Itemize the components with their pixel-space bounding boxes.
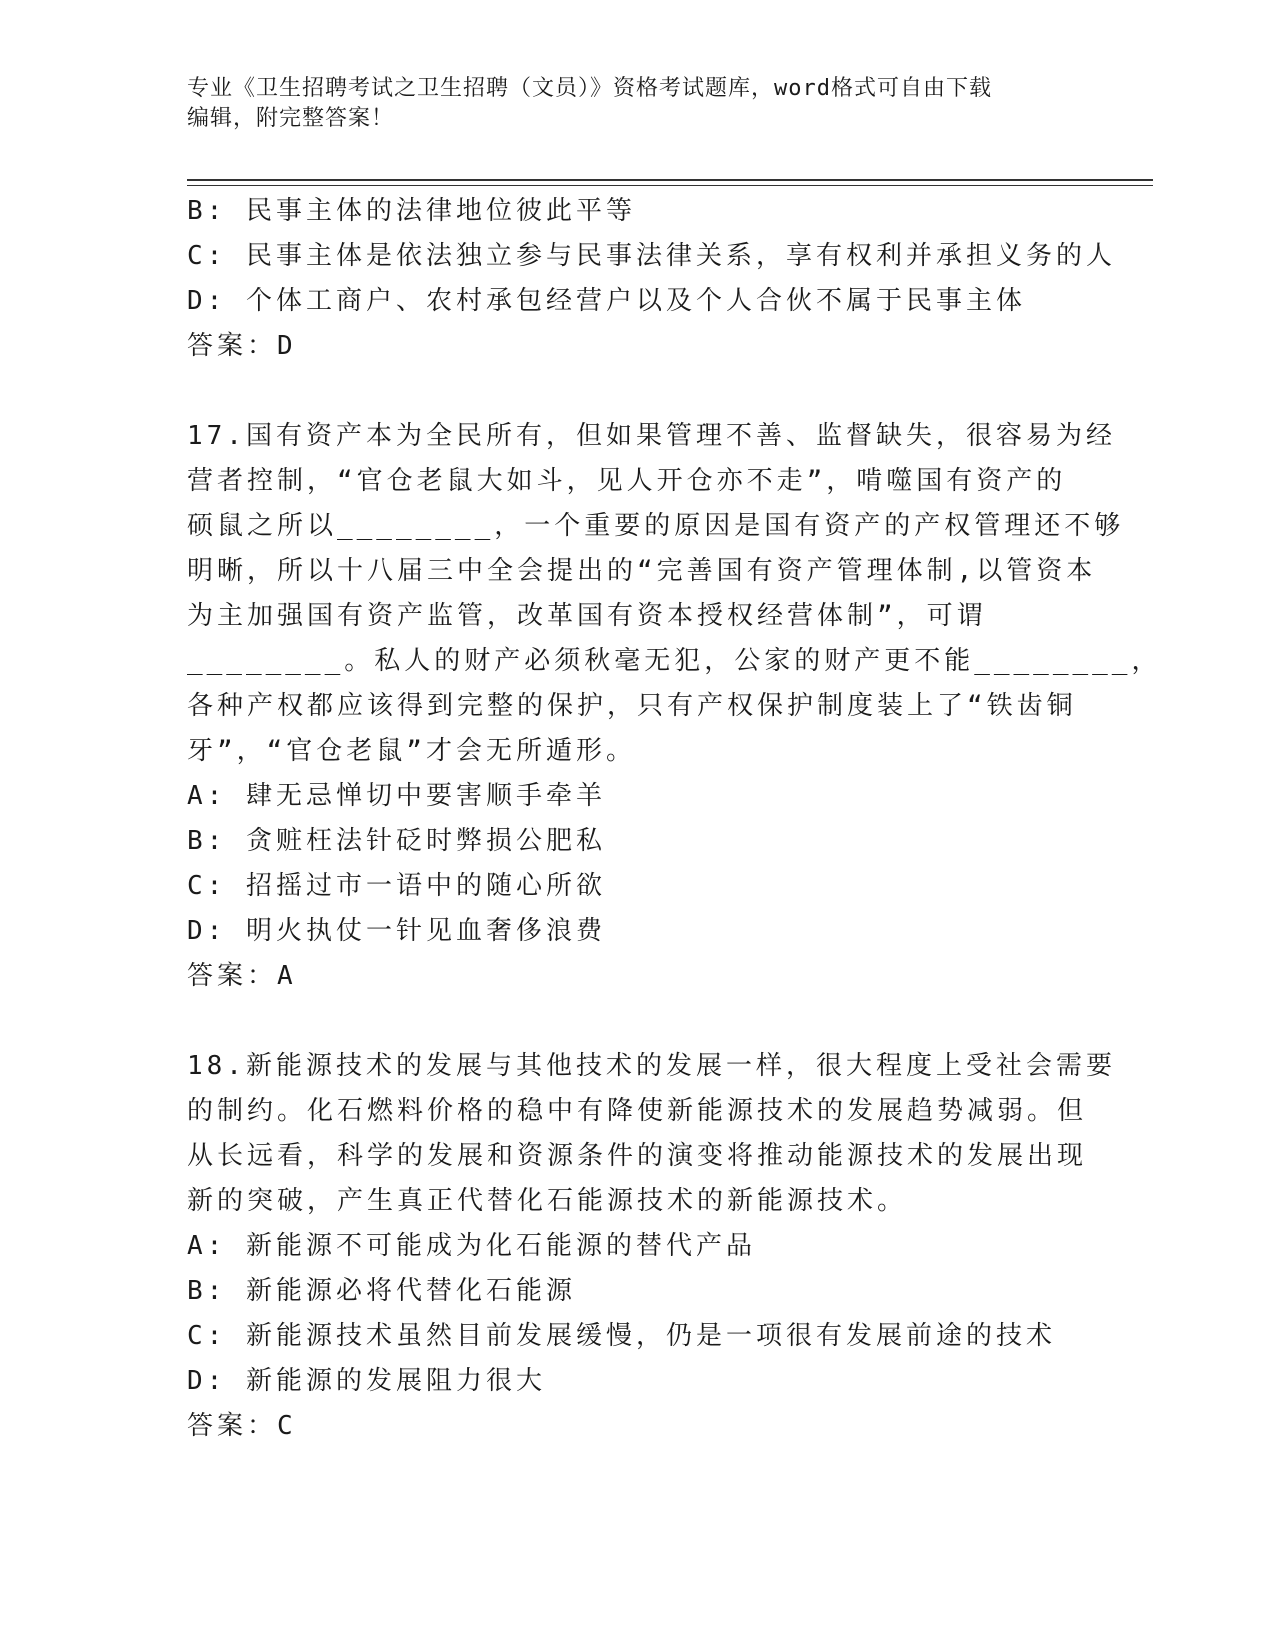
option-a: A: 新能源不可能成为化石能源的替代产品 [187,1231,756,1261]
header-line-1: 专业《卫生招聘考试之卫生招聘（文员）》资格考试题库，word格式可自由下载 [187,76,992,101]
option-b: B: 贪赃枉法针砭时弊损公肥私 [187,826,606,856]
option-b: B: 新能源必将代替化石能源 [187,1276,576,1306]
header-line-2: 编辑，附完整答案！ [187,106,395,131]
question-17-stem-line: 牙”，“官仓老鼠”才会无所遁形。 [187,736,636,766]
option-d: D: 新能源的发展阻力很大 [187,1366,546,1396]
spacer [187,369,1087,414]
answer: 答案：A [187,961,297,991]
question-18-block [187,1044,1116,1449]
question-17-stem-line: 明晰，所以十八届三中全会提出的“完善国有资产管理体制,以管资本 [187,556,1097,586]
question-18-stem-line: 新的突破，产生真正代替化石能源技术的新能源技术。 [187,1186,908,1216]
question-18-stem-line: 18.新能源技术的发展与其他技术的发展一样，很大程度上受社会需要 [187,1051,1116,1081]
header-divider [187,179,1153,181]
question-17-stem-line: 17.国有资产本为全民所有，但如果管理不善、监督缺失，很容易为经 [187,421,1116,451]
document-header [187,74,1077,134]
answer: 答案：C [187,1411,297,1441]
question-17-stem-line: 为主加强国有资产监管，改革国有资本授权经营体制”，可谓 [187,601,987,631]
question-18-stem-line: 的制约。化石燃料价格的稳中有降使新能源技术的发展趋势减弱。但 [187,1096,1088,1126]
question-17-block [187,414,1162,999]
option-d: D: 明火执仗一针见血奢侈浪费 [187,916,606,946]
option-c: C: 新能源技术虽然目前发展缓慢，仍是一项很有发展前途的技术 [187,1321,1056,1351]
question-content [187,189,1162,1449]
option-b: B: 民事主体的法律地位彼此平等 [187,196,636,226]
option-a: A: 肆无忌惮切中要害顺手牵羊 [187,781,606,811]
header-divider-thin [187,185,1153,186]
previous-question-block [187,189,1116,369]
option-c: C: 民事主体是依法独立参与民事法律关系，享有权利并承担义务的人 [187,241,1116,271]
option-d: D: 个体工商户、农村承包经营户以及个人合伙不属于民事主体 [187,286,1026,316]
question-17-stem-line: 营者控制，“官仓老鼠大如斗，见人开仓亦不走”，啃噬国有资产的 [187,466,1067,496]
answer: 答案：D [187,331,297,361]
option-c: C: 招摇过市一语中的随心所欲 [187,871,606,901]
question-17-stem-line: 各种产权都应该得到完整的保护，只有产权保护制度装上了“铁齿铜 [187,691,1077,721]
question-17-stem-line: 硕鼠之所以________，一个重要的原因是国有资产的产权管理还不够 [187,511,1125,541]
spacer [187,999,1087,1044]
question-18-stem-line: 从长远看，科学的发展和资源条件的演变将推动能源技术的发展出现 [187,1141,1088,1171]
question-17-stem-line: ________。私人的财产必须秋毫无犯，公家的财产更不能________， [187,646,1162,676]
